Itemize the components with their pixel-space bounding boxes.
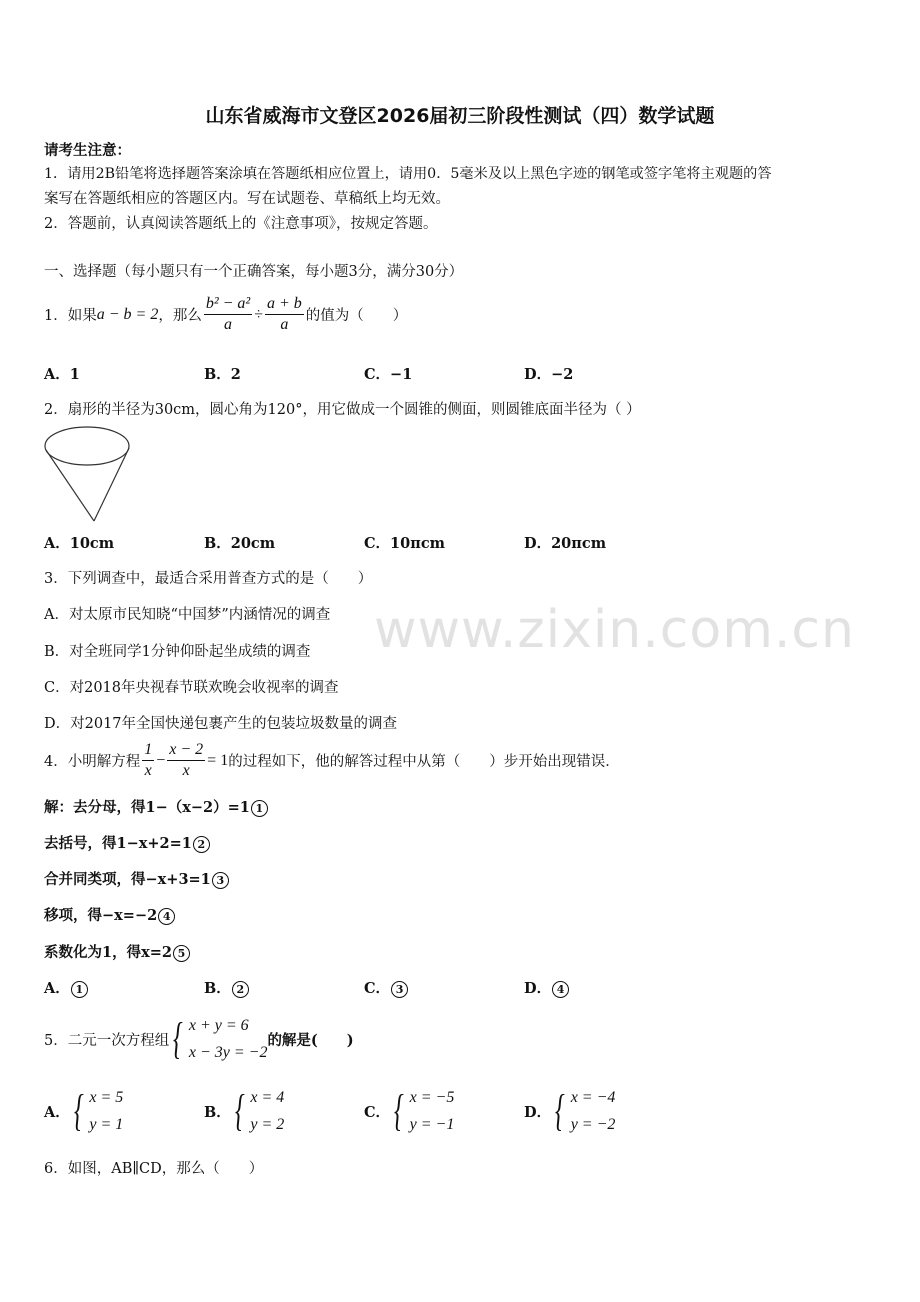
q4-option-b[interactable]: B． 2 <box>204 977 249 998</box>
question-4 <box>44 740 620 781</box>
q4-step-4: 移项，得−x=−2 4 <box>44 904 175 925</box>
circled-number-icon: 3 <box>391 981 408 998</box>
q3-option-b[interactable]: B．对全班同学1分钟仰卧起坐成绩的调查 <box>44 644 311 660</box>
page-title: 山东省威海市文登区2026届初三阶段性测试（四）数学试题 <box>205 105 715 127</box>
q5-equation-system: { x + y = 6 x − 3y = −2 <box>173 1014 268 1063</box>
q5-option-b[interactable]: B． { x = 4 y = 2 <box>204 1086 285 1135</box>
q1-mid: ，那么 <box>158 308 202 324</box>
circled-number-icon: 1 <box>251 800 268 817</box>
cone-figure <box>42 426 134 526</box>
question-5 <box>44 1012 354 1066</box>
q5-option-d[interactable]: D． { x = −4 y = −2 <box>524 1086 616 1135</box>
q3-option-d[interactable]: D．对2017年全国快递包裹产生的包装垃圾数量的调查 <box>44 716 398 732</box>
q4-step-1: 解：去分母，得1−（x−2）=1 1 <box>44 796 268 817</box>
question-6: 6．如图，AB∥CD，那么（ ） <box>44 1161 264 1177</box>
q1-condition: a − b = 2 <box>96 305 159 323</box>
q4-minus: − <box>156 751 166 769</box>
q4-prefix: 4．小明解方程 <box>44 754 141 770</box>
circled-number-icon: 3 <box>212 872 229 889</box>
q5-option-a[interactable]: A． { x = 5 y = 1 <box>44 1086 124 1135</box>
q4-step-2: 去括号，得1−x+2=1 2 <box>44 832 210 853</box>
circled-number-icon: 1 <box>71 981 88 998</box>
q4-step-3: 合并同类项，得−x+3=1 3 <box>44 868 229 889</box>
q2-option-d[interactable]: D．20πcm <box>524 535 607 552</box>
q4-step-5: 系数化为1，得x=2 5 <box>44 941 190 962</box>
q4-fraction-1: $\frac{1}{x}$ <box>144 741 153 779</box>
q1-fraction-1: $\frac{\text{b² − a²}}{a}$ <box>205 295 251 333</box>
circled-number-icon: 5 <box>173 945 190 962</box>
q4-option-a[interactable]: A． 1 <box>44 977 88 998</box>
q1-option-a[interactable]: A．1 <box>44 366 80 383</box>
q3-option-c[interactable]: C．对2018年央视春节联欢晚会收视率的调查 <box>44 680 339 696</box>
q2-option-c[interactable]: C．10πcm <box>364 535 446 552</box>
circled-number-icon: 4 <box>552 981 569 998</box>
question-2: 2．扇形的半径为30cm，圆心角为120°，用它做成一个圆锥的侧面，则圆锥底面半径为（ ） <box>44 402 641 418</box>
circled-number-icon: 2 <box>232 981 249 998</box>
q4-suffix: 的过程如下，他的解答过程中从第（ ）步开始出现错误． <box>228 754 620 770</box>
q4-option-c[interactable]: C． 3 <box>364 977 408 998</box>
q1-divide-sign: ÷ <box>254 305 263 323</box>
q1-option-d[interactable]: D．−2 <box>524 366 574 383</box>
q5-prefix: 5．二元一次方程组 <box>44 1032 170 1049</box>
question-3: 3．下列调查中，最适合采用普查方式的是（ ） <box>44 571 373 587</box>
question-1 <box>44 294 407 335</box>
circled-number-icon: 4 <box>158 908 175 925</box>
q4-option-d[interactable]: D． 4 <box>524 977 569 998</box>
q4-equals: = 1 <box>207 751 229 769</box>
q3-option-a[interactable]: A．对太原市民知晓“中国梦”内涵情况的调查 <box>44 607 331 623</box>
q2-option-a[interactable]: A．10cm <box>44 535 115 552</box>
q1-option-b[interactable]: B．2 <box>204 366 241 383</box>
q1-suffix: 的值为（ ） <box>305 308 408 324</box>
q1-fraction-2: $\frac{a + b}{a}$ <box>267 295 302 333</box>
notice-line-1a: 1．请用2B铅笔将选择题答案涂填在答题纸相应位置上，请用0．5毫米及以上黑色字迹的钢笔或签字笔将主观题的答 <box>44 166 772 182</box>
q4-fraction-2: $\frac{x - 2}{x}$ <box>169 741 204 779</box>
q1-prefix: 1．如果 <box>44 308 97 324</box>
q1-option-c[interactable]: C．−1 <box>364 366 413 383</box>
notice-heading: 请考生注意： <box>44 142 131 159</box>
circled-number-icon: 2 <box>193 836 210 853</box>
q5-suffix: 的解是( ) <box>267 1031 354 1049</box>
q5-option-c[interactable]: C． { x = −5 y = −1 <box>364 1086 455 1135</box>
notice-line-1b: 案写在答题纸相应的答题区内。写在试题卷、草稿纸上均无效。 <box>44 191 450 207</box>
watermark: www.zixin.com.cn <box>374 600 855 660</box>
notice-line-2: 2．答题前，认真阅读答题纸上的《注意事项》，按规定答题。 <box>44 216 438 232</box>
section-heading: 一、选择题（每小题只有一个正确答案，每小题3分，满分30分） <box>44 264 464 280</box>
q2-option-b[interactable]: B．20cm <box>204 535 276 552</box>
